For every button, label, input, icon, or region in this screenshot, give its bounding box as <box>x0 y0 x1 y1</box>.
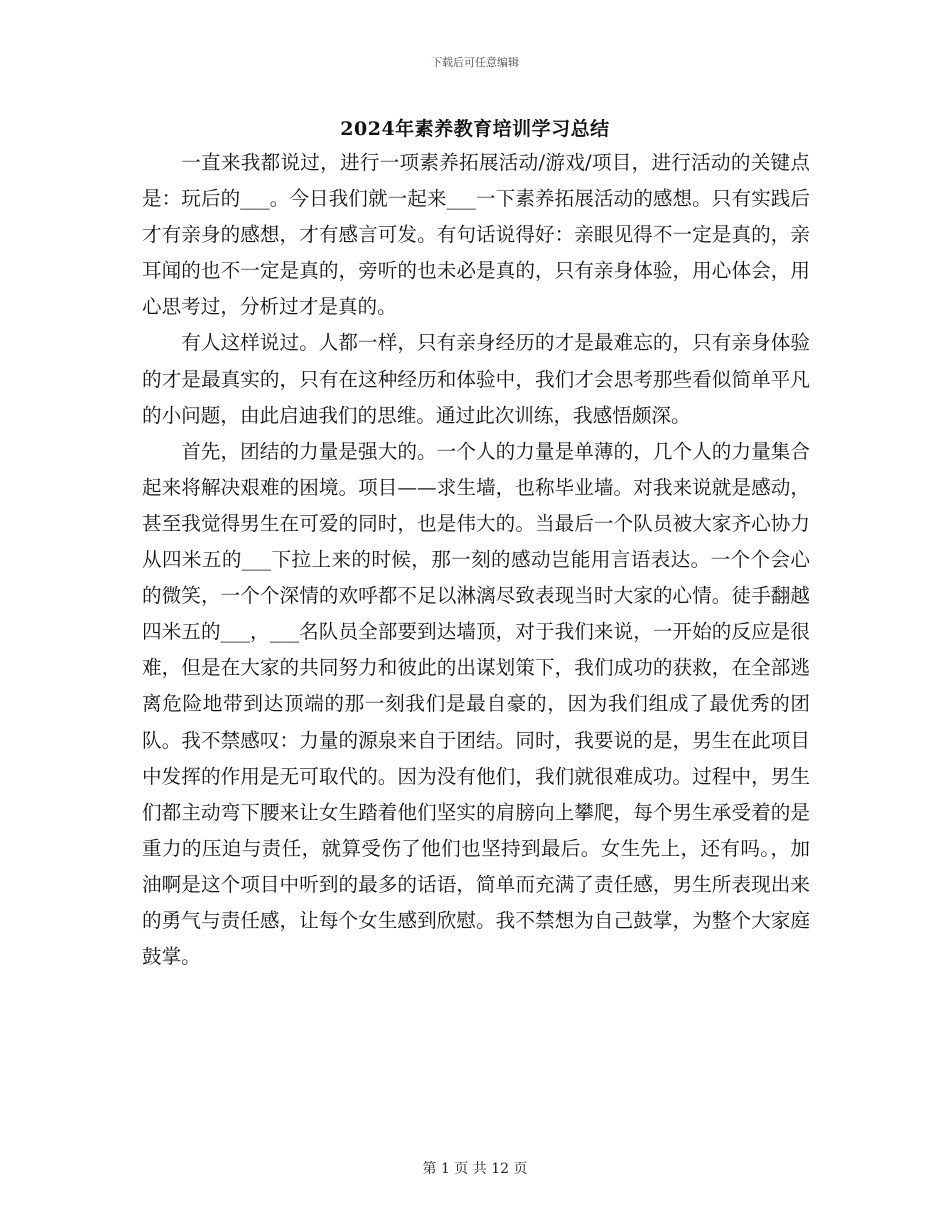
paragraph-2: 有人这样说过。人都一样，只有亲身经历的才是最难忘的，只有亲身体验的才是最真实的，只有在这种经历和体验中，我们才会思考那些看似简单平凡的小问题，由此启迪我们的思维。通过此次训练，我感悟颇深。 <box>142 331 810 427</box>
paragraph-3: 首先，团结的力量是强大的。一个人的力量是单薄的，几个人的力量集合起来将解决艰难的困境。项目——求生墙，也称毕业墙。对我来说就是感动，甚至我觉得男生在可爱的同时，也是伟大的。当最后一个队员被大家齐心协力从四米五的___下拉上来的时候，那一刻的感动岂能用言语表达。一个个会心的微笑，一个个深情的欢呼都不足以淋漓尽致表现当时大家的心情。徒手翻越四米五的___，___名队员全部要到达墙顶，对于我们来说，一开始的反应是很难，但是在大家的共同努力和彼此的出谋划策下，我们成功的获救，在全部逃离危险地带到达顶端的那一刻我们是最自豪的，因为我们组成了最优秀的团队。我不禁感叹：力量的源泉来自于团结。同时，我要说的是，男生在此项目中发挥的作用是无可取代的。因为没有他们，我们就很难成功。过程中，男生们都主动弯下腰来让女生踏着他们坚实的肩膀向上攀爬，每个男生承受着的是重力的压迫与责任，就算受伤了他们也坚持到最后。女生先上，还有吗。，加油啊是这个项目中听到的最多的话语，简单而充满了责任感，男生所表现出来的勇气与责任感，让每个女生感到欣慰。我不禁想为自己鼓掌，为整个大家庭鼓掌。 <box>142 439 810 969</box>
document-body <box>142 145 810 975</box>
document-title: 2024年素养教育培训学习总结 <box>340 118 610 140</box>
page-number-footer: 第 1 页 共 12 页 <box>422 1161 528 1177</box>
paragraph-1: 一直来我都说过，进行一项素养拓展活动/游戏/项目，进行活动的关键点是：玩后的___。今日我们就一起来___一下素养拓展活动的感想。只有实践后才有亲身的感想，才有感言可发。有句话说得好：亲眼见得不一定是真的，亲耳闻的也不一定是真的，旁听的也未必是真的，只有亲身体验，用心体会，用心思考过，分析过才是真的。 <box>142 151 810 319</box>
header-note: 下载后可任意编辑 <box>431 56 519 69</box>
